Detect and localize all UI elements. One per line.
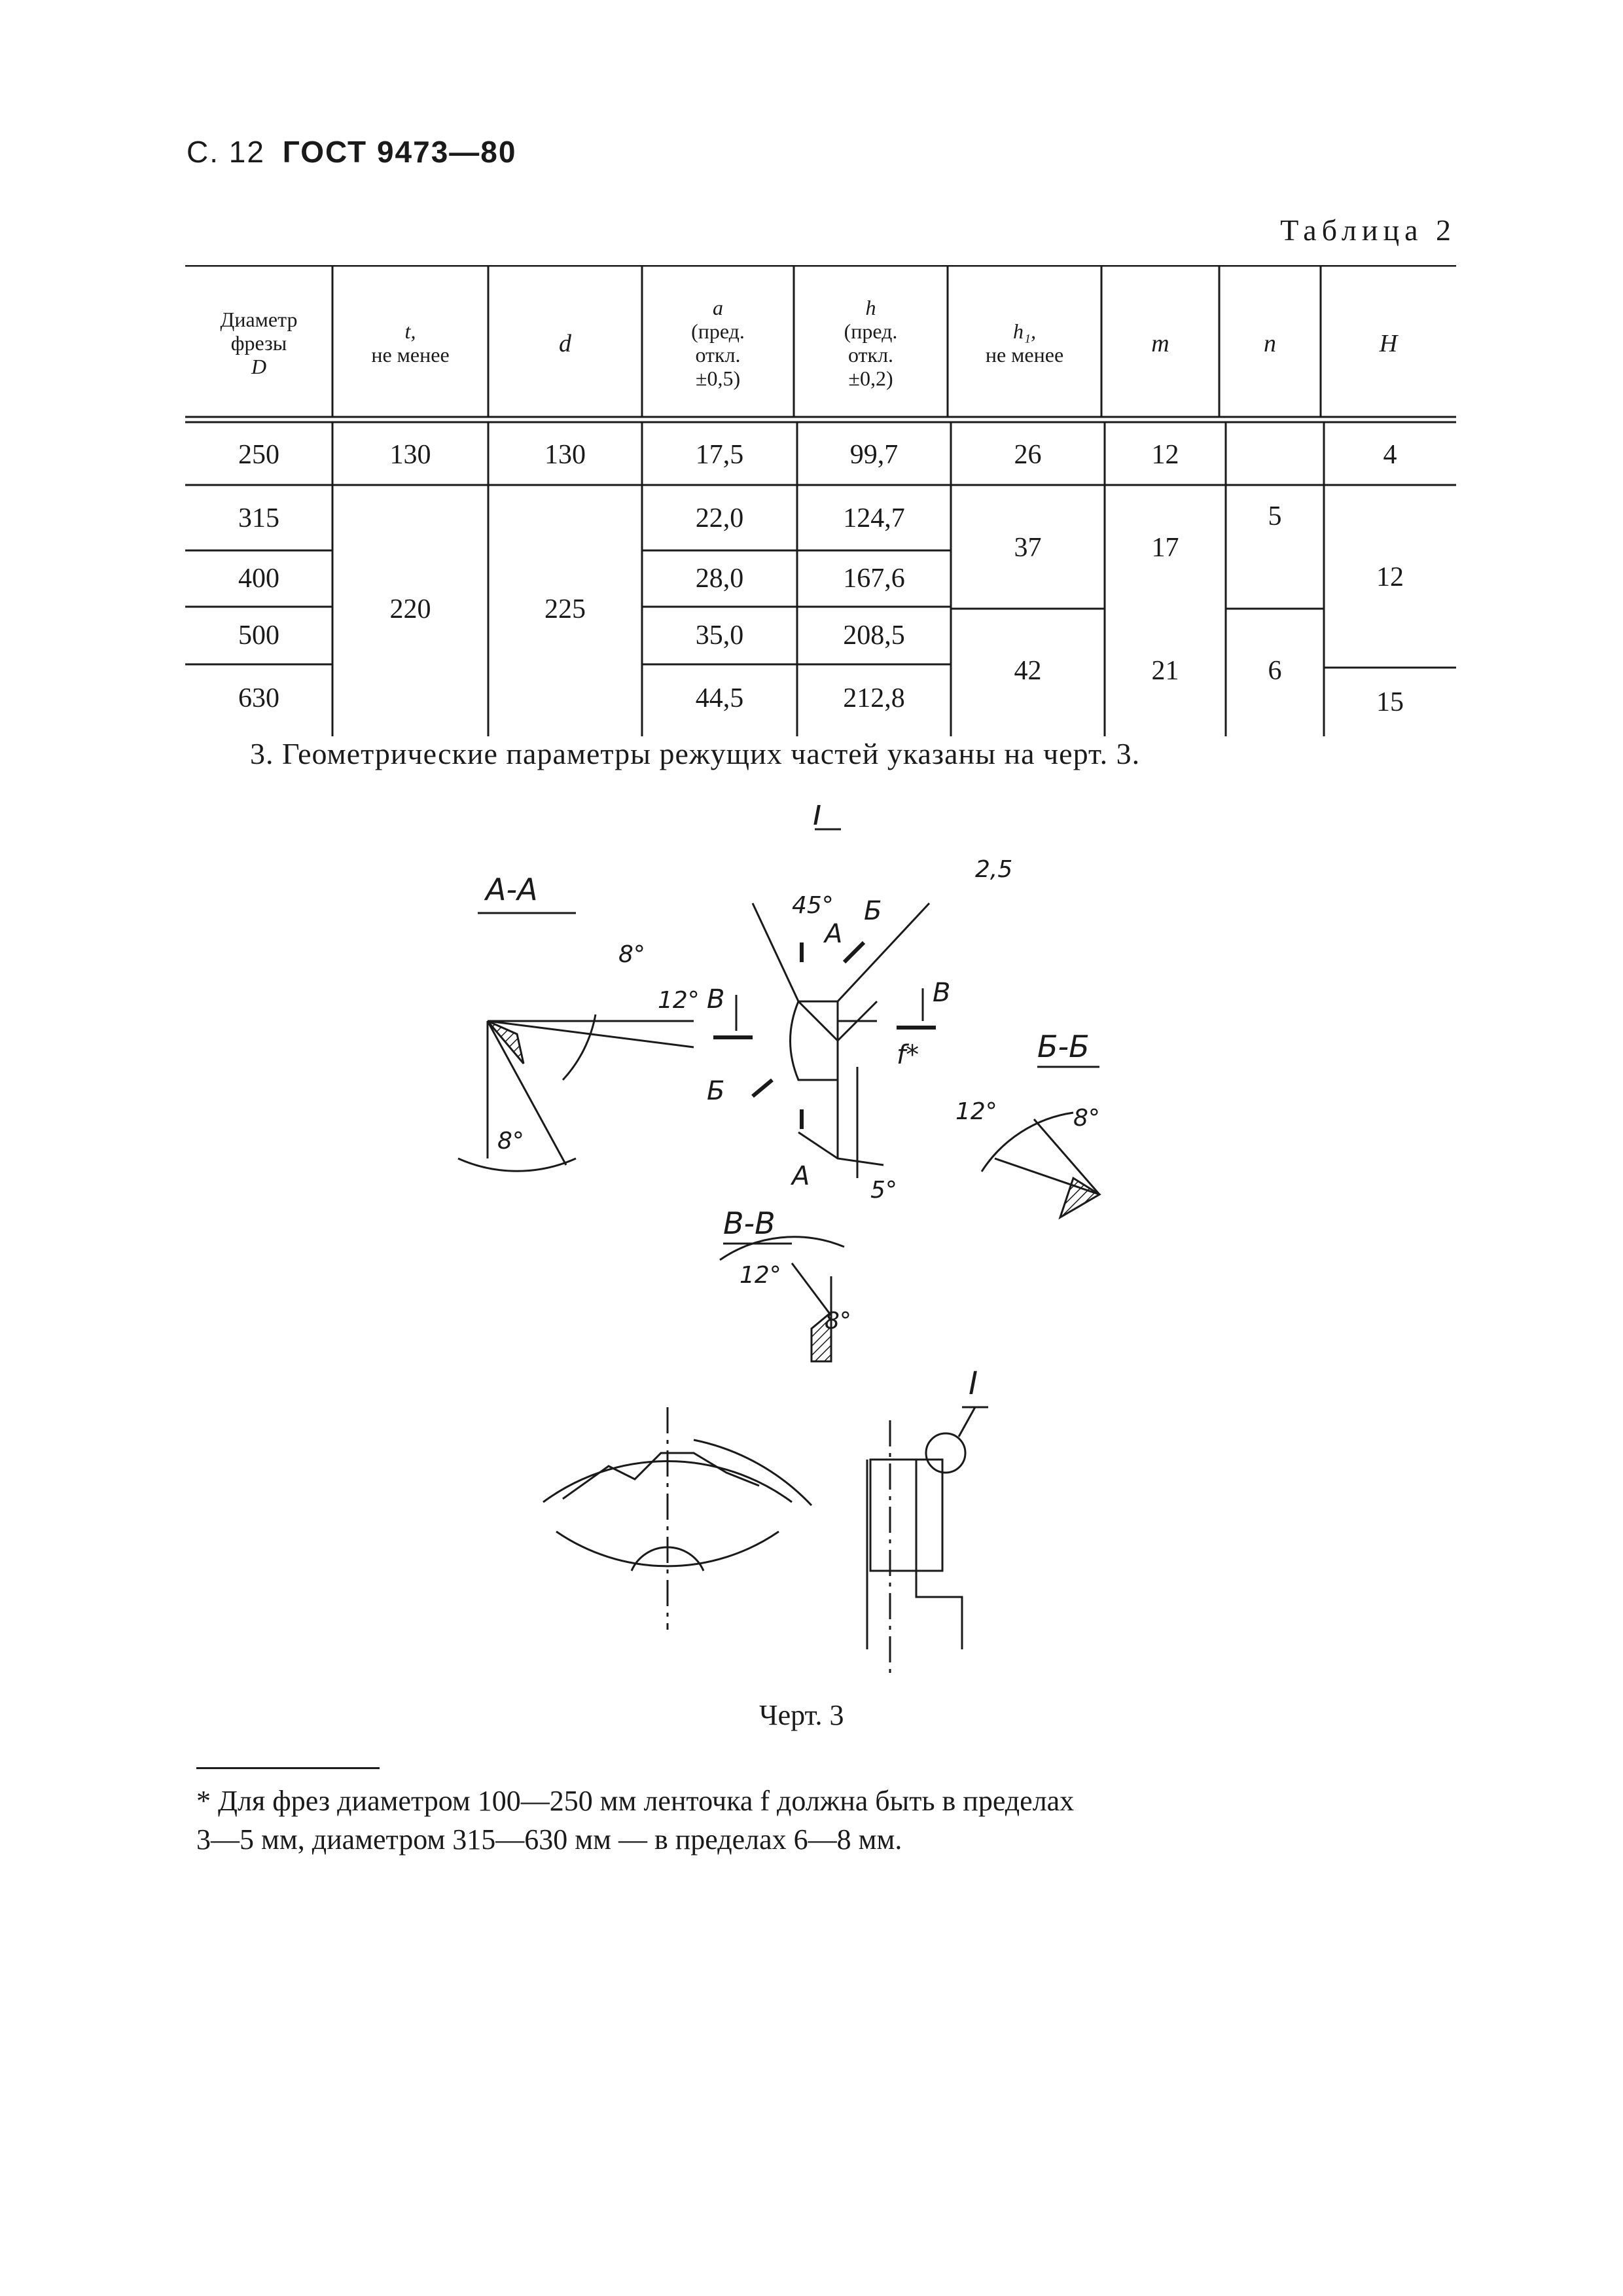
section-b-mark-bottom — [753, 1080, 772, 1096]
header-a-sym: a — [713, 296, 723, 320]
header-diameter — [185, 278, 332, 409]
label-vv-8deg: 8° — [825, 1308, 851, 1335]
label-V-left: В — [707, 984, 725, 1014]
header-H — [1321, 278, 1456, 409]
header-h1-l2: не менее — [985, 343, 1064, 367]
page-number: С. 12 — [187, 135, 265, 169]
header-d — [488, 278, 642, 409]
technical-drawing — [445, 805, 1204, 1682]
cell-n-1: 5 — [1268, 501, 1282, 531]
figure-caption: Черт. 3 — [759, 1699, 844, 1731]
cell-H-1: 4 — [1383, 440, 1397, 470]
header-h1 — [948, 278, 1101, 409]
label-section-vv: В-В — [723, 1206, 776, 1241]
cutter-dim-arc — [694, 1440, 812, 1505]
cell-H-2: 12 — [1376, 562, 1404, 592]
cell-h-3: 167,6 — [843, 564, 905, 594]
header-h-l3: ±0,2) — [848, 366, 893, 390]
label-detail-I: I — [813, 805, 823, 833]
header-diameter-l2: фрезы — [230, 331, 287, 355]
cell-d-1: 130 — [544, 440, 586, 470]
label-detail-I-ref: I — [969, 1365, 978, 1402]
table-caption: Таблица 2 — [1280, 213, 1456, 247]
header-h-sym: h — [865, 296, 876, 320]
page-header — [187, 134, 516, 170]
header-h-l1: (пред. — [844, 319, 898, 344]
drawing-svg — [445, 805, 1204, 1682]
cell-H-3: 15 — [1376, 687, 1404, 717]
detail-chamfer — [798, 1001, 838, 1041]
cell-a-1: 17,5 — [695, 440, 744, 470]
label-section-aa: А-А — [486, 872, 538, 907]
cell-h1-3: 42 — [1014, 655, 1042, 686]
section-aa-arc2 — [458, 1158, 576, 1171]
header-n — [1219, 278, 1321, 409]
cutter-side-insert — [870, 1460, 942, 1571]
header-a-l1: (пред. — [691, 319, 745, 344]
section-b-mark-top — [844, 942, 864, 962]
cell-d-2: 225 — [544, 594, 586, 624]
label-A-bottom: А — [792, 1161, 810, 1191]
cell-t-1: 130 — [389, 440, 431, 470]
label-bb-12deg: 12° — [955, 1098, 997, 1125]
header-diameter-l3: D — [251, 354, 267, 378]
label-f: f* — [897, 1040, 919, 1070]
label-B-top: Б — [864, 896, 882, 926]
cell-h1-1: 26 — [1014, 440, 1042, 470]
label-aa-8deg-top: 8° — [618, 941, 645, 968]
paragraph-3: 3. Геометрические параметры режущих частей указаны на черт. 3. — [250, 737, 1141, 770]
cell-D-3: 400 — [238, 564, 279, 594]
cell-D-2: 315 — [238, 503, 279, 533]
cell-D-1: 250 — [238, 440, 279, 470]
footnote-rule — [196, 1767, 380, 1769]
header-H-label: H — [1379, 329, 1398, 357]
header-a-l3: ±0,5) — [695, 366, 741, 390]
header-h-l2: откл. — [847, 343, 894, 367]
standard-number: ГОСТ 9473—80 — [282, 135, 517, 169]
label-aa-12deg: 12° — [658, 987, 700, 1014]
section-aa-hatch — [488, 1021, 524, 1064]
label-A-top: А — [825, 919, 843, 949]
detail-circle — [926, 1433, 965, 1473]
cell-m-3: 21 — [1151, 655, 1179, 686]
label-2-5: 2,5 — [975, 856, 1013, 883]
header-n-label: n — [1264, 329, 1276, 357]
label-V-right: В — [933, 978, 951, 1008]
cell-a-3: 28,0 — [695, 564, 744, 594]
cell-h-1: 99,7 — [849, 440, 899, 470]
header-t-l2: не менее — [371, 343, 450, 367]
cell-h-5: 212,8 — [843, 683, 905, 713]
cell-a-2: 22,0 — [695, 503, 744, 533]
label-5deg: 5° — [870, 1177, 897, 1204]
cell-a-4: 35,0 — [695, 620, 744, 651]
angle-5-leader — [798, 1132, 883, 1165]
cell-D-4: 500 — [238, 620, 279, 651]
detail-face — [791, 1001, 838, 1080]
header-m — [1101, 278, 1219, 409]
cell-D-5: 630 — [238, 683, 279, 713]
footnote-line-1: * Для фрез диаметром 100—250 мм ленточка f должна быть в пределах — [196, 1785, 1075, 1817]
label-vv-12deg: 12° — [740, 1262, 781, 1289]
header-h1-sym: h₁, — [1012, 319, 1037, 344]
cell-h1-2: 37 — [1014, 532, 1042, 563]
cell-m-1: 12 — [1151, 440, 1179, 470]
header-a — [642, 278, 794, 409]
label-aa-8deg-bottom: 8° — [497, 1128, 524, 1155]
label-B-bottom: Б — [707, 1076, 725, 1106]
cell-n-2: 6 — [1268, 655, 1282, 686]
cell-h-4: 208,5 — [843, 620, 905, 651]
header-d-label: d — [559, 329, 571, 357]
header-diameter-l1: Диаметр — [220, 308, 298, 332]
label-bb-8deg: 8° — [1073, 1105, 1100, 1132]
cutter-side-body — [867, 1460, 962, 1649]
section-aa-arc — [563, 1014, 596, 1080]
detail-leader — [959, 1407, 975, 1437]
header-h — [794, 278, 948, 409]
label-45deg: 45° — [792, 892, 834, 919]
footnote-line-2: 3—5 мм, диаметром 315—630 мм — в пределах 6—8 мм. — [196, 1823, 902, 1856]
cell-m-2: 17 — [1151, 532, 1179, 563]
cell-t-2: 220 — [389, 594, 431, 624]
label-section-bb: Б-Б — [1037, 1029, 1090, 1064]
header-t — [332, 278, 488, 409]
header-m-label: m — [1151, 329, 1169, 357]
cell-a-5: 44,5 — [695, 683, 744, 713]
header-a-l2: откл. — [695, 343, 741, 367]
cell-h-2: 124,7 — [843, 503, 905, 533]
footnote — [196, 1782, 1459, 1859]
header-t-sym: t, — [404, 319, 416, 344]
